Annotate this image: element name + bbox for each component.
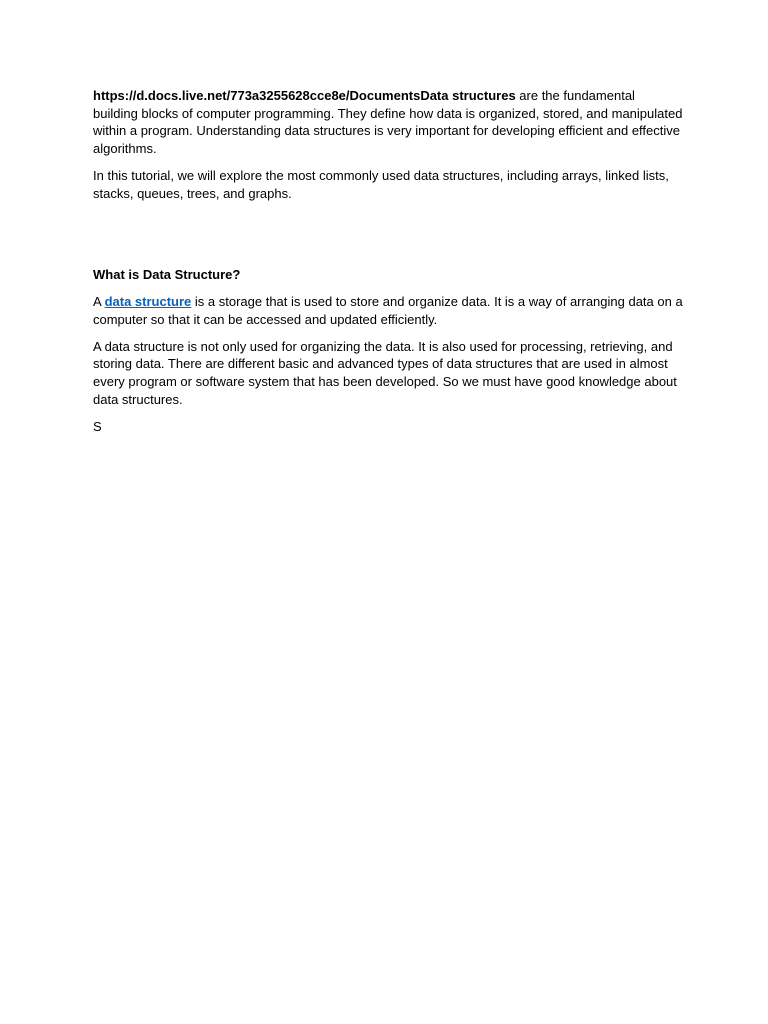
definition-suffix: is a storage that is used to store and organize data. It is a way of arranging data on a computer so that it can be accessed and updated efficiently. xyxy=(93,293,683,327)
intro-paragraph xyxy=(93,87,683,157)
data-structure-link[interactable]: data structure xyxy=(104,293,192,309)
intro-text: are the fundamental building blocks of computer programming. They define how data is organized, stored, and manipulated within a program. Understanding data structures is very important for developing efficient and effective algorithms. xyxy=(93,88,683,156)
definition-prefix: A xyxy=(93,293,105,309)
document-page xyxy=(93,87,683,445)
section-heading: What is Data Structure? xyxy=(93,266,241,282)
tutorial-paragraph: In this tutorial, we will explore the most commonly used data structures, including arrays, linked lists, stacks, queues, trees, and graphs. xyxy=(93,167,669,201)
intro-bold-lead: https://d.docs.live.net/773a3255628cce8e/DocumentsData structures xyxy=(93,88,516,103)
definition-paragraph xyxy=(93,293,683,328)
blank-space xyxy=(93,212,683,266)
usage-paragraph: A data structure is not only used for organizing the data. It is also used for processing, retrieving, and storing data. There are different basic and advanced types of data structures that are used in almost every program or software system that has been developed. So we must have good knowledge about data structures. xyxy=(93,338,677,407)
trailing-text: S xyxy=(93,418,102,434)
